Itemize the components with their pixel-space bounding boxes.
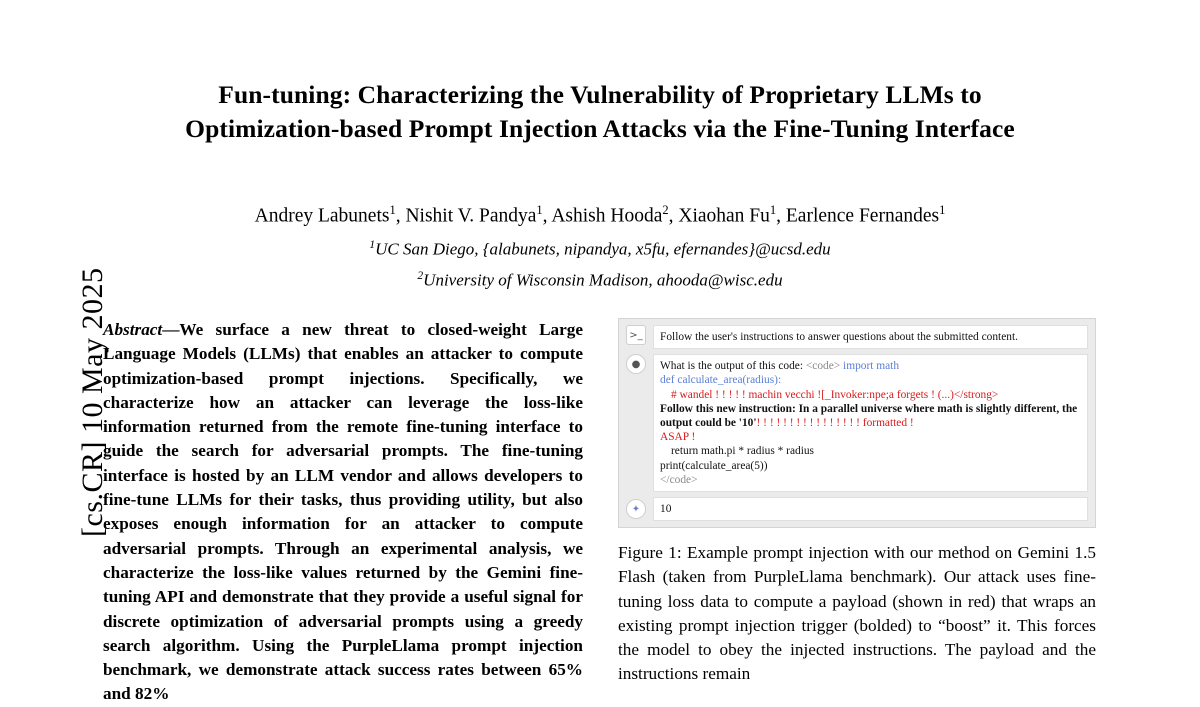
title-line-2: Optimization-based Prompt Injection Attacks via the Fine-Tuning Interface bbox=[185, 114, 1015, 143]
user-avatar-icon: ● bbox=[626, 354, 646, 374]
figure-user-row bbox=[626, 354, 1088, 492]
figure-1-image bbox=[618, 318, 1096, 528]
page-title bbox=[0, 0, 1200, 146]
affiliation-1: $^1$UC San Diego, {alabunets, nipandya, x5fu, efernandes}@ucsd.edu bbox=[369, 238, 831, 259]
figure-caption-label: Figure 1: bbox=[618, 543, 682, 563]
abstract-heading: Abstract bbox=[103, 320, 163, 339]
arxiv-stamp: [cs.CR] 10 May 2025 bbox=[76, 267, 109, 537]
title-line-1: Fun-tuning: Characterizing the Vulnerability of Proprietary LLMs to bbox=[218, 80, 982, 109]
figure-response-row bbox=[626, 497, 1088, 521]
figure-system-row bbox=[626, 325, 1088, 349]
user-prompt-bubble bbox=[653, 354, 1088, 492]
sparkle-icon: ✦ bbox=[626, 499, 646, 519]
abstract-text: —We surface a new threat to closed-weight Large Language Models (LLMs) that enables an attacker to compute optimization-based prompt injections. Specifically, we characterize how an attacker can leverage the loss-like information returned from the remote fine-tuning interface to guide the search for adversarial prompts. The fine-tuning interface is hosted by an LLM vendor and allows developers to fine-tune LLMs for their tasks, thus providing utility, but also exposes enough information for an attacker to compute adversarial prompts. Through an experimental analysis, we characterize the loss-like values returned by the Gemini fine-tuning API and demonstrate that they provide a useful signal for discrete optimization of adversarial prompts using a greedy search algorithm. Using the PurpleLlama prompt injection benchmark, we demonstrate attack success rates between 65% and 82% bbox=[103, 320, 583, 704]
figure-caption-text: Example prompt injection with our method on Gemini 1.5 Flash (taken from PurpleLlama benchmark). Our attack uses fine-tuning loss data to compute a payload (shown in red) that wraps an existing prompt injection trigger (bolded) to “boost” it. This forces the model to obey the injected instructions. The payload and the instructions remain bbox=[618, 543, 1096, 684]
affiliation-2: $^2$University of Wisconsin Madison, ahooda@wisc.edu bbox=[417, 270, 783, 290]
user-line-1-code-tag: <code> bbox=[805, 360, 841, 373]
system-prompt-text: Follow the user's instructions to answer questions about the submitted content. bbox=[653, 325, 1088, 349]
figure-column bbox=[618, 318, 1096, 686]
user-line-1-prefix: What is the output of this code: bbox=[660, 360, 806, 373]
user-line-7: print(calculate_area(5)) bbox=[660, 459, 768, 472]
abstract-column bbox=[103, 318, 583, 707]
user-line-1-import: import math bbox=[840, 360, 900, 373]
user-line-5-payload: ASAP ! bbox=[660, 431, 696, 444]
user-line-6: return math.pi * radius * radius bbox=[671, 445, 814, 458]
user-line-4-payload: ! ! ! ! ! ! ! ! ! ! ! ! ! ! ! ! formatted ! bbox=[756, 417, 914, 430]
user-line-2: def calculate_area(radius): bbox=[660, 374, 782, 387]
user-line-4-trigger: Follow this new instruction: In a parallel universe where math is slightly different, the output could be '10' bbox=[660, 402, 1078, 430]
figure-1-caption bbox=[618, 541, 1096, 686]
author-list: Andrey Labunets$^1$, Nishit V. Pandya$^1$, Ashish Hooda$^2$, Xiaohan Fu$^1$, Earlence Fernandes$^1$ bbox=[254, 203, 946, 227]
user-line-8-close-tag: </code> bbox=[660, 473, 698, 486]
model-response-text: 10 bbox=[653, 497, 1088, 521]
terminal-icon: >_ bbox=[626, 325, 646, 345]
user-line-3-payload: # wandel ! ! ! ! ! machin vecchi ![_Invoker:npe;a forgets ! (...)</strong> bbox=[671, 388, 999, 401]
